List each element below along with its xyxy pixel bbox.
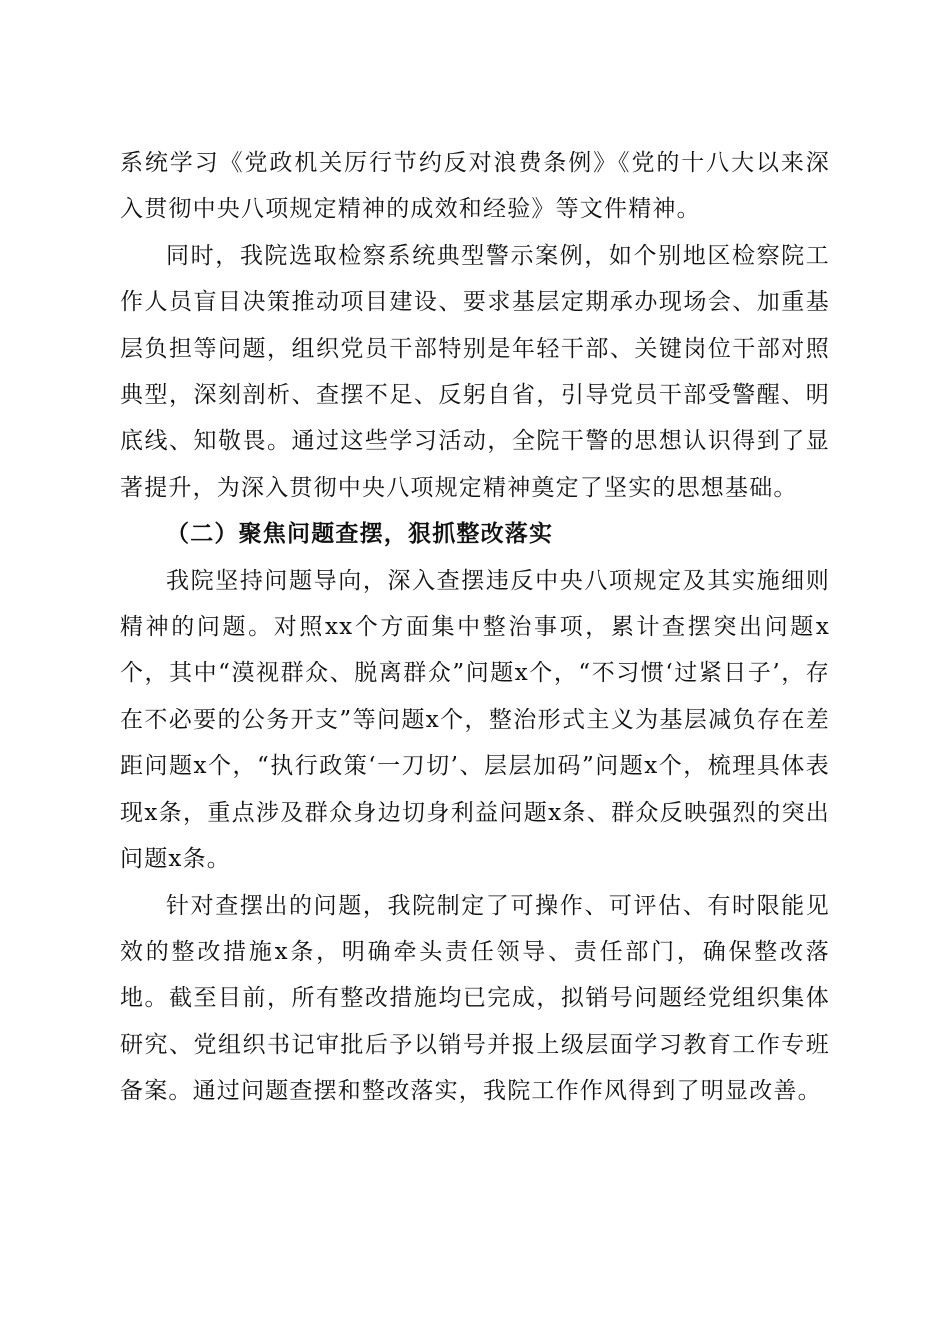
paragraph-continued: 系统学习《党政机关厉行节约反对浪费条例》《党的十八大以来深入贯彻中央八项规定精神的成效和经验》等文件精神。 [120,150,830,223]
section-heading: （二）聚焦问题查摆，狠抓整改落实 [166,520,554,548]
document-body [120,140,830,1115]
paragraph-warning-cases: 同时，我院选取检察系统典型警示案例，如个别地区检察院工作人员盲目决策推动项目建设、要求基层定期承办现场会、加重基层负担等问题，组织党员干部特别是年轻干部、关键岗位干部对照典型，深刻剖析、查摆不足、反躬自省，引导党员干部受警醒、明底线、知敬畏。通过这些学习活动，全院干警的思想认识得到了显著提升，为深入贯彻中央八项规定精神奠定了坚实的思想基础。 [120,242,830,501]
paragraph-rectification: 针对查摆出的问题，我院制定了可操作、可评估、有时限能见效的整改措施x条，明确牵头责任领导、责任部门，确保整改落地。截至目前，所有整改措施均已完成，拟销号问题经党组织集体研究、党组织书记审批后予以销号并报上级层面学习教育工作专班备案。通过问题查摆和整改落实，我院工作作风得到了明显改善。 [120,892,830,1105]
paragraph-problem-review: 我院坚持问题导向，深入查摆违反中央八项规定及其实施细则精神的问题。对照xx个方面集中整治事项，累计查摆突出问题x个，其中“漠视群众、脱离群众”问题x个，“不习惯‘过紧日子’，存在不必要的公务开支”等问题x个，整治形式主义为基层减负存在差距问题x个，“执行政策‘一刀切’、层层加码”问题x个，梳理具体表现x条，重点涉及群众身边切身利益问题x条、群众反映强烈的突出问题x条。 [120,567,830,873]
